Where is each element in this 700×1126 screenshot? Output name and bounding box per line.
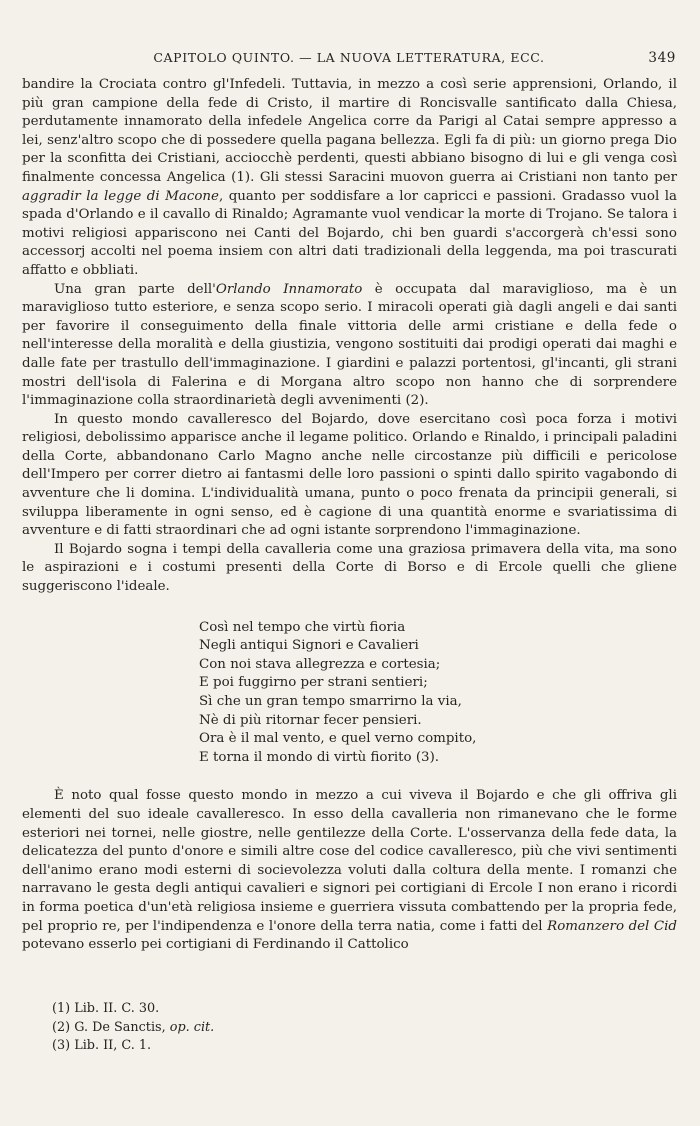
poem-line: Negli antiqui Signori e Cavalieri xyxy=(199,638,419,654)
text-run: Una gran parte dell' xyxy=(54,281,216,297)
text-run: è occupata dal maraviglioso, ma è un maraviglioso tutto esteriore, e senza scopo serio. I miracoli operati già dagli angeli e dai santi per favorire il conseguimento della finale vittoria delle armi cristiane e della fede o nell'interesse della moralità e della giustizia, vengono sostituiti dai prodigi operati dai maghi e dalle fate per trastullo dell'immaginazione. I giardini e palazzi portentosi, gl'incanti, gli strani mostri dell'isola di Falerina e di Morgana altro scopo non hanno che di sorprendere l'immaginazione colla straordinarietà degli avvenimenti (2). xyxy=(22,281,677,409)
running-title: CAPITOLO QUINTO. — LA NUOVA LETTERATURA, ECC. xyxy=(153,50,545,65)
poem-line: E poi fuggirno per strani sentieri; xyxy=(199,675,428,691)
paragraph-2 xyxy=(22,281,677,411)
italic-text: op. cit. xyxy=(169,1019,215,1035)
italic-text: Orlando Innamorato xyxy=(215,281,363,297)
text-run: Il Bojardo sogna i tempi della cavalleria come una graziosa primavera della vita, ma sono le aspirazioni e i costumi presenti della Corte di Borso e di Ercole quelli che gliene suggeriscono l'ideale. xyxy=(22,541,677,595)
poem-line: Nè di più ritornar fecer pensieri. xyxy=(199,712,422,728)
footnote-1 xyxy=(52,1000,214,1019)
italic-text: Romanzero del Cid xyxy=(547,918,677,934)
text-run: (3) Lib. II, C. 1. xyxy=(52,1038,152,1053)
text-run: (1) Lib. II. C. 30. xyxy=(52,1001,160,1016)
body-text xyxy=(22,76,677,955)
paragraph-3 xyxy=(22,411,677,541)
poem-line: Sì che un gran tempo smarrirno la via, xyxy=(199,694,462,709)
poem-line: Così nel tempo che virtù fioria xyxy=(199,619,406,635)
paragraph-1 xyxy=(22,76,677,281)
paragraph-4 xyxy=(22,541,677,597)
page-number: 349 xyxy=(648,50,676,66)
text-run: (2) G. De Sanctis, xyxy=(52,1019,170,1035)
text-run: , quanto per soddisfare a lor capricci e passioni. Gradasso vuol la spada d'Orlando e il cavallo di Rinaldo; Agramante vuol vendicar la morte di Trojano. Se talora i motivi religiosi appariscono nei Canti del Bojardo, chi ben guardi s'accorgerà ch'essi sono accessorj accolti nel poema insiem con altri dati tradizionali della leggenda, ma poi trascurati affatto e obbliati. xyxy=(22,188,677,278)
italic-text: aggradir la legge di Macone xyxy=(22,188,219,204)
poem-line: Con noi stava allegrezza e cortesia; xyxy=(199,656,441,672)
text-run: In questo mondo cavalleresco del Bojardo, dove esercitano così poca forza i motivi religiosi, debolissimo apparisce anche il legame politico. Orlando e Rinaldo, i principali paladini della Corte, abbandonano Carlo Magno anche nelle circostanze più difficili e pericolose dell'Impero per correr dietro ai fantasmi delle loro passioni o spinti dallo spirito vagabondo di avventure che li domina. L'individualità umana, punto o poco frenata da principii generali, si sviluppa liberamente in ogni senso, ed è cagione di una quantità enorme e svariatissima di avventure e di fatti straordinari che ad ogni istante sorprendono l'immaginazione. xyxy=(22,411,677,539)
poem-quotation xyxy=(199,619,677,768)
footnotes xyxy=(52,1000,214,1056)
footnote-2 xyxy=(52,1019,214,1038)
text-run: potevano esserlo pei cortigiani di Ferdinando il Cattolico xyxy=(22,937,409,953)
text-run: È noto qual fosse questo mondo in mezzo a cui viveva il Bojardo e che gli offriva gli elementi del suo ideale cavalleresco. In esso della cavalleria non rimanevano che le forme esteriori nei tornei, nelle giostre, nelle gentilezze della Corte. L'osservanza della fede data, la delicatezza del punto d'onore e simili altre cose del codice cavalleresco, più che vivi sentimenti dell'animo erano modi esterni di socievolezza voluti dalla coltura della mente. I romanzi che narravano le gesta degli antiqui cavalieri e signori pei cortigiani di Ercole I non erano i ricordi in forma poetica d'un'età religiosa insieme e guerriera vissuta combattendo per la propria fede, pel proprio re, per l'indipendenza e l'onore della terra natia, come i fatti del xyxy=(22,788,677,934)
footnote-3 xyxy=(52,1037,214,1056)
poem-line: Ora è il mal vento, e quel verno compito, xyxy=(199,731,477,747)
text-run: bandire la Crociata contro gl'Infedeli. Tuttavia, in mezzo a così serie apprensioni, Orlando, il più gran campione della fede di Cristo, il martire di Roncisvalle santificato dalla Chiesa, perdutamente innamorato della infedele Angelica corre da Parigi al Catai sempre appresso a lei, senz'altro scopo che di possedere quella pagana bellezza. Egli fa di più: un giorno prega Dio per la sconfitta dei Cristiani, acciocchè perdenti, questi abbiano bisogno di lui e gli venga così finalmente concessa Angelica (1). Gli stessi Saracini muovon guerra ai Cristiani non tanto per xyxy=(22,77,677,185)
poem-line: E torna il mondo di virtù fiorito (3). xyxy=(199,749,440,765)
paragraph-5 xyxy=(22,787,677,954)
